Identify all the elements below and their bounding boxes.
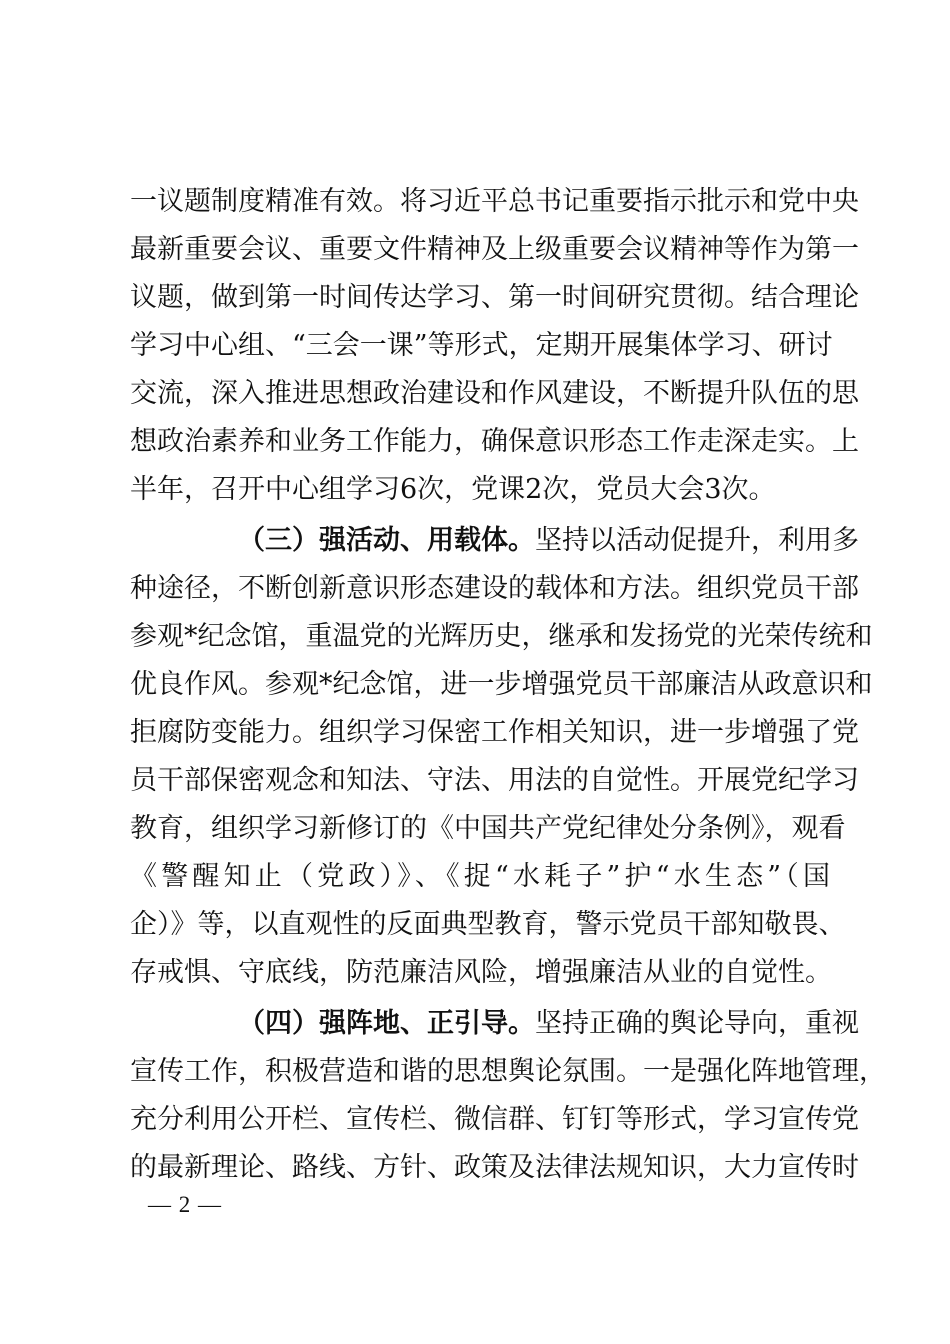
text-line: 的最新理论、路线、方针、政策及法律法规知识，大力宣传时 [130, 1152, 859, 1183]
text-line: 想政治素养和业务工作能力，确保意识形态工作走深走实。上 [130, 426, 859, 457]
section-heading: （三）强活动、用载体。 [238, 525, 535, 556]
text-line: 学习中心组、“三会一课”等形式，定期开展集体学习、研讨 [130, 330, 833, 361]
text-line: 议题，做到第一时间传达学习、第一时间研究贯彻。结合理论 [130, 282, 859, 313]
text-span: 坚持以活动促提升，利用多 [535, 525, 859, 556]
text-line: 宣传工作，积极营造和谐的思想舆论氛围。一是强化阵地管理， [130, 1056, 886, 1087]
text-line: 企）》等，以直观性的反面典型教育，警示党员干部知敬畏、 [130, 909, 846, 940]
text-line: 《警醒知止（党政）》、《捉“水耗子”护“水生态”（国 [130, 861, 830, 892]
paragraph-3 [130, 1000, 886, 1192]
text-line: 优良作风。参观*纪念馆，进一步增强党员干部廉洁从政意识和 [130, 669, 873, 700]
text-line: 一议题制度精准有效。将习近平总书记重要指示批示和党中央 [130, 186, 859, 217]
text-line: 员干部保密观念和知法、守法、用法的自觉性。开展党纪学习 [130, 765, 859, 796]
text-line: 教育，组织学习新修订的《中国共产党纪律处分条例》，观看 [130, 813, 846, 844]
text-line: 最新重要会议、重要文件精神及上级重要会议精神等作为第一 [130, 234, 859, 265]
paragraph-1 [130, 178, 859, 514]
text-line: 种途径，不断创新意识形态建设的载体和方法。组织党员干部 [130, 573, 859, 604]
text-line: 交流，深入推进思想政治建设和作风建设，不断提升队伍的思 [130, 378, 859, 409]
text-line: 半年，召开中心组学习6次，党课2次，党员大会3次。 [130, 474, 776, 505]
page-number: — 2 — [148, 1192, 222, 1217]
section-heading: （四）强阵地、正引导。 [238, 1008, 535, 1039]
body-text [130, 178, 886, 1192]
text-line: 充分利用公开栏、宣传栏、微信群、钉钉等形式，学习宣传党 [130, 1104, 859, 1135]
paragraph-2 [130, 517, 873, 997]
paragraph-first-line [130, 517, 859, 565]
text-span: 坚持正确的舆论导向，重视 [535, 1008, 859, 1039]
text-line: 存戒惧、守底线，防范廉洁风险，增强廉洁从业的自觉性。 [130, 957, 832, 988]
text-line: 拒腐防变能力。组织学习保密工作相关知识，进一步增强了党 [130, 717, 859, 748]
text-line: 参观*纪念馆，重温党的光辉历史，继承和发扬党的光荣传统和 [130, 621, 873, 652]
paragraph-first-line [130, 1000, 859, 1048]
